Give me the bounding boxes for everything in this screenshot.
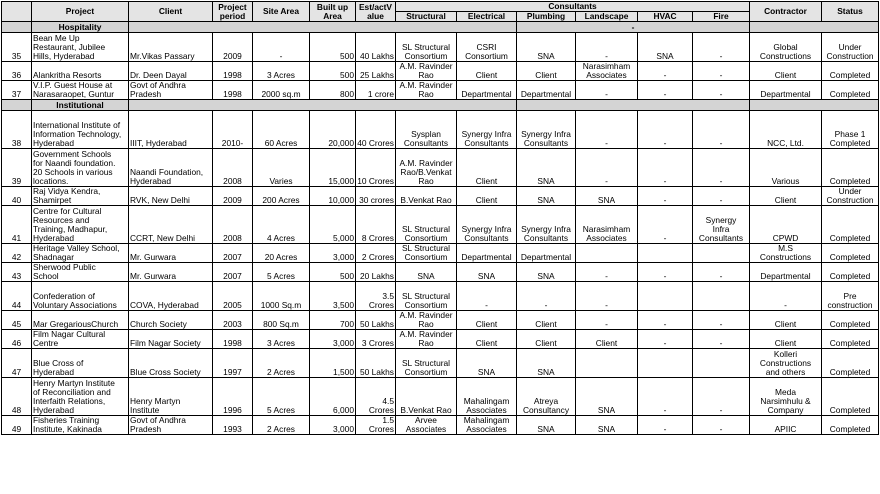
- cell-est-value: 3 Crores: [356, 330, 396, 349]
- cell-contractor: APIIC: [750, 416, 822, 435]
- row-no: 42: [2, 244, 32, 263]
- cell-status: Phase 1 Completed: [822, 111, 879, 149]
- cell-project: V.I.P. Guest House at Narasaraopet, Guntur: [32, 81, 129, 100]
- cell-project: Fisheries Training Institute, Kakinada: [32, 416, 129, 435]
- cell-status: Completed: [822, 62, 879, 81]
- row-no: 47: [2, 349, 32, 378]
- cell-built-up: 3,000: [310, 244, 356, 263]
- cell-electrical: CSRI Consortium: [457, 33, 517, 62]
- cell-built-up: 3,000: [310, 416, 356, 435]
- cell-fire: Synergy Infra Consultants: [693, 206, 750, 244]
- cell-client: COVA, Hyderabad: [129, 282, 213, 311]
- cell-project: Sherwood Public School: [32, 263, 129, 282]
- cell-project: Bean Me Up Restaurant, Jubilee Hills, Hyderabad: [32, 33, 129, 62]
- cell-structural: A.M. Ravinder Rao: [396, 311, 457, 330]
- header-plumbing: Plumbing: [517, 12, 576, 22]
- cell-plumbing: SNA: [517, 187, 576, 206]
- cell-status: Completed: [822, 81, 879, 100]
- cell-landscape: SNA: [576, 187, 638, 206]
- row-no: 41: [2, 206, 32, 244]
- cell-fire: -: [693, 33, 750, 62]
- cell-site-area: 20 Acres: [253, 244, 310, 263]
- cell-landscape: -: [576, 263, 638, 282]
- cell-status: Completed: [822, 149, 879, 187]
- projects-table: [1, 1, 879, 435]
- table-row: [2, 282, 879, 311]
- table-row: [2, 33, 879, 62]
- cell-client: Dr. Deen Dayal: [129, 62, 213, 81]
- header-no: [2, 2, 32, 22]
- cell-hvac: -: [638, 263, 693, 282]
- cell-contractor: Client: [750, 311, 822, 330]
- row-no: 48: [2, 378, 32, 416]
- cell-landscape: Narasimham Associates: [576, 62, 638, 81]
- cell-hvac: -: [638, 416, 693, 435]
- section-row: [2, 22, 879, 33]
- cell-hvac: -: [638, 330, 693, 349]
- cell-plumbing: Client: [517, 62, 576, 81]
- cell-hvac: [638, 282, 693, 311]
- cell-electrical: Client: [457, 187, 517, 206]
- cell-est-value: 1 crore: [356, 81, 396, 100]
- cell-est-value: 10 Crores: [356, 149, 396, 187]
- cell-contractor: Departmental: [750, 263, 822, 282]
- cell-fire: [693, 282, 750, 311]
- cell-structural: SL Structural Consortium: [396, 33, 457, 62]
- table-row: [2, 111, 879, 149]
- cell-landscape: [576, 244, 638, 263]
- cell-site-area: 2 Acres: [253, 416, 310, 435]
- cell-electrical: Mahalingam Associates: [457, 378, 517, 416]
- cell-est-value: 30 crores: [356, 187, 396, 206]
- cell-project: Henry Martyn Institute of Reconciliation and Interfaith Relations, Hyderabad: [32, 378, 129, 416]
- cell-hvac: -: [638, 81, 693, 100]
- cell-est-value: 3.5 Crores: [356, 282, 396, 311]
- cell-fire: -: [693, 149, 750, 187]
- cell-status: Completed: [822, 416, 879, 435]
- cell-fire: -: [693, 263, 750, 282]
- cell-electrical: Synergy Infra Consultants: [457, 206, 517, 244]
- cell-structural: A.M. Ravinder Rao: [396, 62, 457, 81]
- section-row: [2, 100, 879, 111]
- cell-client: Govt of Andhra Pradesh: [129, 416, 213, 435]
- cell-electrical: Client: [457, 149, 517, 187]
- cell-built-up: 500: [310, 62, 356, 81]
- cell-contractor: M.S Constructions: [750, 244, 822, 263]
- cell-est-value: 50 Lakhs: [356, 349, 396, 378]
- cell-period: 1996: [213, 378, 253, 416]
- cell-electrical: Client: [457, 330, 517, 349]
- cell-period: 2010-: [213, 111, 253, 149]
- cell-period: 2003: [213, 311, 253, 330]
- row-no: 37: [2, 81, 32, 100]
- cell-site-area: 2 Acres: [253, 349, 310, 378]
- header-site-area: Site Area: [253, 2, 310, 22]
- cell-structural: B.Venkat Rao: [396, 187, 457, 206]
- cell-site-area: 60 Acres: [253, 111, 310, 149]
- cell-structural: SL Structural Consortium: [396, 244, 457, 263]
- cell-built-up: 5,000: [310, 206, 356, 244]
- cell-landscape: -: [576, 282, 638, 311]
- table-row: [2, 330, 879, 349]
- cell-built-up: 500: [310, 263, 356, 282]
- cell-landscape: [576, 349, 638, 378]
- cell-project: Raj Vidya Kendra, Shamirpet: [32, 187, 129, 206]
- cell-site-area: 3 Acres: [253, 330, 310, 349]
- header-est-value: Est/actV alue: [356, 2, 396, 22]
- cell-fire: -: [693, 378, 750, 416]
- cell-hvac: [638, 349, 693, 378]
- cell-site-area: 200 Acres: [253, 187, 310, 206]
- cell-client: Mr. Gurwara: [129, 244, 213, 263]
- cell-contractor: Meda Narsimhulu & Company: [750, 378, 822, 416]
- row-no: 43: [2, 263, 32, 282]
- section-hospitality: [2, 22, 879, 100]
- cell-hvac: [638, 244, 693, 263]
- cell-status: Completed: [822, 263, 879, 282]
- section-institutional: [2, 100, 879, 435]
- cell-client: Govt of Andhra Pradesh: [129, 81, 213, 100]
- cell-electrical: Client: [457, 311, 517, 330]
- cell-built-up: 3,500: [310, 282, 356, 311]
- cell-electrical: Departmental: [457, 244, 517, 263]
- cell-project: Centre for Cultural Resources and Training, Madhapur, Hyderabad: [32, 206, 129, 244]
- section-extra: [517, 100, 750, 111]
- cell-plumbing: -: [517, 282, 576, 311]
- cell-hvac: -: [638, 111, 693, 149]
- cell-electrical: -: [457, 282, 517, 311]
- cell-fire: -: [693, 311, 750, 330]
- cell-plumbing: Client: [517, 330, 576, 349]
- header-landscape: Landscape: [576, 12, 638, 22]
- cell-project: Government Schools for Naandi foundation. 20 Schools in various locations.: [32, 149, 129, 187]
- table-row: [2, 62, 879, 81]
- section-extra: -: [517, 22, 750, 33]
- cell-landscape: SNA: [576, 378, 638, 416]
- cell-structural: A.M. Ravinder Rao: [396, 81, 457, 100]
- cell-landscape: -: [576, 111, 638, 149]
- cell-site-area: 5 Acres: [253, 378, 310, 416]
- table-row: [2, 206, 879, 244]
- cell-landscape: -: [576, 149, 638, 187]
- cell-project: International Institute of Information Technology, Hyderabad: [32, 111, 129, 149]
- cell-est-value: 20 Lakhs: [356, 263, 396, 282]
- cell-est-value: 50 Lakhs: [356, 311, 396, 330]
- header-project: Project: [32, 2, 129, 22]
- header-fire: Fire: [693, 12, 750, 22]
- cell-contractor: Departmental: [750, 81, 822, 100]
- cell-est-value: 40 Lakhs: [356, 33, 396, 62]
- cell-plumbing: SNA: [517, 263, 576, 282]
- cell-built-up: 800: [310, 81, 356, 100]
- cell-contractor: NCC, Ltd.: [750, 111, 822, 149]
- cell-site-area: Varies: [253, 149, 310, 187]
- cell-contractor: Various: [750, 149, 822, 187]
- cell-period: 2005: [213, 282, 253, 311]
- cell-landscape: -: [576, 311, 638, 330]
- header-period: Project period: [213, 2, 253, 22]
- section-title: Institutional: [32, 100, 129, 111]
- cell-plumbing: Synergy Infra Consultants: [517, 206, 576, 244]
- table-row: [2, 349, 879, 378]
- cell-est-value: 40 Crores: [356, 111, 396, 149]
- cell-period: 1998: [213, 330, 253, 349]
- row-no: 40: [2, 187, 32, 206]
- cell-landscape: Narasimham Associates: [576, 206, 638, 244]
- cell-project: Heritage Valley School, Shadnagar: [32, 244, 129, 263]
- row-no: 46: [2, 330, 32, 349]
- cell-landscape: Client: [576, 330, 638, 349]
- cell-built-up: 700: [310, 311, 356, 330]
- header-client: Client: [129, 2, 213, 22]
- cell-landscape: -: [576, 81, 638, 100]
- cell-site-area: -: [253, 33, 310, 62]
- cell-site-area: 2000 sq.m: [253, 81, 310, 100]
- cell-hvac: -: [638, 206, 693, 244]
- cell-built-up: 6,000: [310, 378, 356, 416]
- cell-period: 1997: [213, 349, 253, 378]
- cell-hvac: -: [638, 187, 693, 206]
- cell-est-value: 2 Crores: [356, 244, 396, 263]
- cell-electrical: Departmental: [457, 81, 517, 100]
- cell-plumbing: SNA: [517, 416, 576, 435]
- cell-fire: -: [693, 416, 750, 435]
- row-no: 44: [2, 282, 32, 311]
- cell-hvac: -: [638, 62, 693, 81]
- cell-status: Completed: [822, 311, 879, 330]
- cell-status: Completed: [822, 378, 879, 416]
- cell-fire: -: [693, 111, 750, 149]
- cell-client: CCRT, New Delhi: [129, 206, 213, 244]
- cell-contractor: -: [750, 282, 822, 311]
- row-no: 39: [2, 149, 32, 187]
- cell-built-up: 3,000: [310, 330, 356, 349]
- table-row: [2, 378, 879, 416]
- cell-status: Under Construction: [822, 187, 879, 206]
- cell-plumbing: SNA: [517, 33, 576, 62]
- cell-status: Completed: [822, 330, 879, 349]
- cell-est-value: 8 Crores: [356, 206, 396, 244]
- cell-client: IIIT, Hyderabad: [129, 111, 213, 149]
- cell-contractor: Global Constructions: [750, 33, 822, 62]
- cell-period: 1998: [213, 81, 253, 100]
- header-structural: Structural: [396, 12, 457, 22]
- cell-landscape: SNA: [576, 416, 638, 435]
- cell-structural: SNA: [396, 263, 457, 282]
- cell-plumbing: Departmental: [517, 244, 576, 263]
- cell-electrical: Synergy Infra Consultants: [457, 111, 517, 149]
- row-no: 38: [2, 111, 32, 149]
- header-contractor: Contractor: [750, 2, 822, 22]
- cell-client: RVK, New Delhi: [129, 187, 213, 206]
- header-consultants: Consultants: [396, 2, 750, 12]
- cell-structural: SL Structural Consortium: [396, 282, 457, 311]
- cell-site-area: 800 Sq.m: [253, 311, 310, 330]
- cell-client: Mr.Vikas Passary: [129, 33, 213, 62]
- table-row: [2, 81, 879, 100]
- cell-fire: -: [693, 62, 750, 81]
- table-row: [2, 416, 879, 435]
- cell-client: Henry Martyn Institute: [129, 378, 213, 416]
- cell-status: Completed: [822, 349, 879, 378]
- cell-structural: B.Venkat Rao: [396, 378, 457, 416]
- cell-built-up: 15,000: [310, 149, 356, 187]
- cell-project: Mar GregariousChurch: [32, 311, 129, 330]
- cell-status: Completed: [822, 244, 879, 263]
- cell-project: Confederation of Voluntary Associations: [32, 282, 129, 311]
- row-no: 36: [2, 62, 32, 81]
- cell-period: 1998: [213, 62, 253, 81]
- cell-client: Film Nagar Society: [129, 330, 213, 349]
- cell-structural: SL Structural Consortium: [396, 206, 457, 244]
- cell-built-up: 500: [310, 33, 356, 62]
- cell-site-area: 4 Acres: [253, 206, 310, 244]
- cell-contractor: Client: [750, 330, 822, 349]
- cell-plumbing: Synergy Infra Consultants: [517, 111, 576, 149]
- cell-site-area: 3 Acres: [253, 62, 310, 81]
- cell-period: 2008: [213, 149, 253, 187]
- cell-hvac: -: [638, 378, 693, 416]
- table-row: [2, 187, 879, 206]
- cell-fire: [693, 244, 750, 263]
- cell-plumbing: SNA: [517, 349, 576, 378]
- cell-client: Mr. Gurwara: [129, 263, 213, 282]
- cell-plumbing: Atreya Consultancy: [517, 378, 576, 416]
- cell-electrical: SNA: [457, 349, 517, 378]
- cell-status: Completed: [822, 206, 879, 244]
- cell-built-up: 10,000: [310, 187, 356, 206]
- cell-client: Naandi Foundation, Hyderabad: [129, 149, 213, 187]
- cell-project: Alankritha Resorts: [32, 62, 129, 81]
- cell-est-value: 25 Lakhs: [356, 62, 396, 81]
- header-electrical: Electrical: [457, 12, 517, 22]
- cell-period: 1993: [213, 416, 253, 435]
- row-no: 35: [2, 33, 32, 62]
- cell-built-up: 20,000: [310, 111, 356, 149]
- cell-hvac: -: [638, 311, 693, 330]
- cell-period: 2009: [213, 33, 253, 62]
- row-no: 49: [2, 416, 32, 435]
- cell-fire: -: [693, 187, 750, 206]
- cell-period: 2007: [213, 263, 253, 282]
- cell-contractor: Client: [750, 62, 822, 81]
- cell-status: Pre construction: [822, 282, 879, 311]
- cell-site-area: 5 Acres: [253, 263, 310, 282]
- cell-structural: A.M. Ravinder Rao: [396, 330, 457, 349]
- cell-electrical: Client: [457, 62, 517, 81]
- cell-structural: Arvee Associates: [396, 416, 457, 435]
- cell-electrical: SNA: [457, 263, 517, 282]
- table-row: [2, 311, 879, 330]
- cell-built-up: 1,500: [310, 349, 356, 378]
- cell-plumbing: Client: [517, 311, 576, 330]
- table-row: [2, 263, 879, 282]
- header-built-up: Built up Area: [310, 2, 356, 22]
- cell-hvac: SNA: [638, 33, 693, 62]
- cell-fire: -: [693, 81, 750, 100]
- table-row: [2, 149, 879, 187]
- cell-electrical: Mahalingam Associates: [457, 416, 517, 435]
- cell-period: 2009: [213, 187, 253, 206]
- cell-contractor: CPWD: [750, 206, 822, 244]
- table-row: [2, 244, 879, 263]
- cell-structural: Sysplan Consultants: [396, 111, 457, 149]
- header-hvac: HVAC: [638, 12, 693, 22]
- cell-fire: -: [693, 330, 750, 349]
- cell-period: 2007: [213, 244, 253, 263]
- cell-est-value: 1.5 Crores: [356, 416, 396, 435]
- cell-status: Under Construction: [822, 33, 879, 62]
- cell-client: Church Society: [129, 311, 213, 330]
- cell-landscape: -: [576, 33, 638, 62]
- cell-site-area: 1000 Sq.m: [253, 282, 310, 311]
- cell-plumbing: SNA: [517, 149, 576, 187]
- cell-fire: [693, 349, 750, 378]
- cell-est-value: 4.5 Crores: [356, 378, 396, 416]
- section-title: Hospitality: [32, 22, 129, 33]
- cell-structural: SL Structural Consortium: [396, 349, 457, 378]
- cell-project: Blue Cross of Hyderabad: [32, 349, 129, 378]
- header-status: Status: [822, 2, 879, 22]
- cell-client: Blue Cross Society: [129, 349, 213, 378]
- cell-period: 2008: [213, 206, 253, 244]
- cell-plumbing: Departmental: [517, 81, 576, 100]
- cell-project: Film Nagar Cultural Centre: [32, 330, 129, 349]
- cell-hvac: -: [638, 149, 693, 187]
- cell-contractor: Client: [750, 187, 822, 206]
- row-no: 45: [2, 311, 32, 330]
- cell-contractor: Kolleri Constructions and others: [750, 349, 822, 378]
- cell-structural: A.M. Ravinder Rao/B.Venkat Rao: [396, 149, 457, 187]
